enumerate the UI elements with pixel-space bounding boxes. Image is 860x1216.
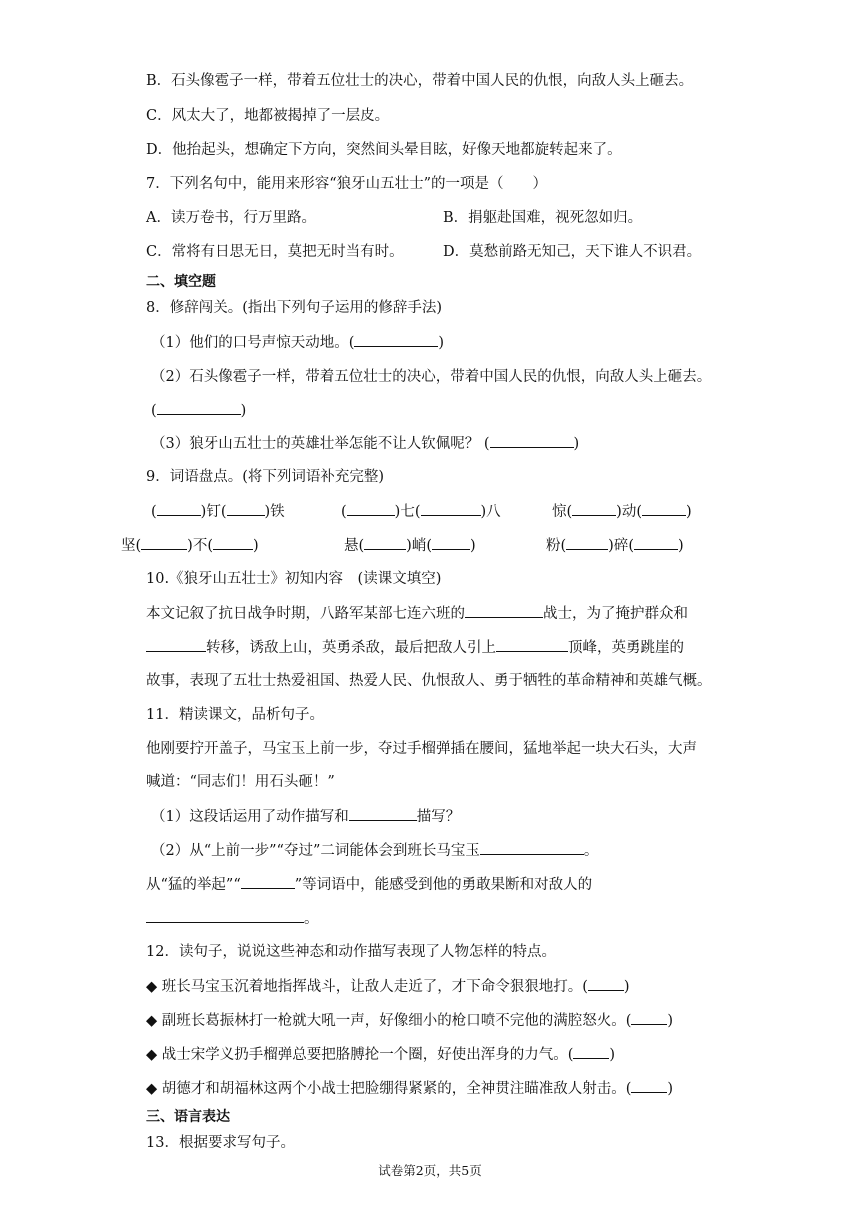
answer-blank[interactable] [157,501,201,516]
answer-blank[interactable] [146,908,304,923]
answer-blank[interactable] [631,1078,667,1093]
q12-item-2: ◆ 副班长葛振林打一枪就大吼一声，好像细小的枪口喷不完他的满腔怒火。( ) [146,1010,673,1031]
answer-blank[interactable] [573,1044,609,1059]
q7-option-a: A．读万卷书，行万里路。 [146,210,316,226]
q8-item-2: （2）石头像雹子一样，带着五位壮士的决心，带着中国人民的仇恨，向敌人头上砸去。 [151,369,712,385]
answer-blank[interactable] [241,874,295,889]
q12-item-3: ◆ 战士宋学义扔手榴弹总要把胳膊抡一个圈，好使出浑身的力气。( ) [146,1044,615,1065]
word-3: 惊( )动( ) [552,501,692,522]
option-d-line: D．他抬起头，想确定下方向，突然间头晕目眩，好像天地都旋转起来了。 [146,142,622,158]
answer-blank[interactable] [642,501,686,516]
answer-blank[interactable] [421,501,481,516]
word-6: 粉( )碎( ) [546,535,684,556]
answer-blank[interactable] [349,806,417,821]
q11-passage-line-1: 他刚要拧开盖子，马宝玉上前一步，夺过手榴弹插在腰间，猛地举起一块大石头，大声 [146,741,697,757]
word-1: ( )钉( )铁 [151,501,285,522]
q12-item-1: ◆ 班长马宝玉沉着地指挥战斗，让敌人走近了，才下命令狠狠地打。( ) [146,976,630,997]
q10-passage-line-1: 本文记叙了抗日战争时期，八路军某部七连六班的 战士，为了掩护群众和 [146,603,688,624]
section-heading-language-expression: 三、语言表达 [146,1109,230,1125]
q7-option-b: B．捐躯赴国难，视死忽如归。 [443,210,643,226]
word-2: ( )七( )八 [341,501,501,522]
answer-blank[interactable] [227,501,265,516]
q7-option-c: C．常将有日思无日，莫把无时当有时。 [146,244,404,260]
section-heading-fill-blanks: 二、填空题 [146,274,216,290]
answer-blank[interactable] [146,637,206,652]
q10-passage-line-3: 故事，表现了五壮士热爱祖国、热爱人民、仇恨敌人、勇于牺牲的革命精神和英雄气概。 [146,673,712,689]
q11-item-1: （1）这段话运用了动作描写和 描写？ [151,806,460,827]
answer-blank[interactable] [364,535,406,550]
question-9-stem: 9．词语盘点。(将下列词语补充完整) [146,469,385,485]
question-13-stem: 13．根据要求写句子。 [146,1135,295,1151]
option-c-line: C．风太大了，地都被揭掉了一层皮。 [146,108,390,124]
answer-blank[interactable] [213,535,253,550]
question-12-stem: 12．读句子，说说这些神态和动作描写表现了人物怎样的特点。 [146,944,556,960]
answer-blank[interactable] [566,535,608,550]
q11-item-2: （2）从“上前一步”“夺过”二词能体会到班长马宝玉 。 [151,840,598,861]
answer-blank[interactable] [588,976,624,991]
answer-blank[interactable] [572,501,616,516]
answer-blank[interactable] [496,637,568,652]
q7-option-d: D．莫愁前路无知己，天下谁人不识君。 [443,244,702,260]
q11-passage-line-2: 喊道：“同志们！用石头砸！” [146,774,335,790]
answer-blank[interactable] [157,400,241,415]
question-10-stem: 10.《狼牙山五壮士》初知内容 (读课文填空) [146,571,442,587]
option-b-line: B．石头像雹子一样，带着五位壮士的决心，带着中国人民的仇恨，向敌人头上砸去。 [146,73,694,89]
answer-blank[interactable] [347,501,395,516]
answer-blank[interactable] [354,332,438,347]
q7-options-row-1 [146,208,643,228]
page-footer: 试卷第2页，共5页 [378,1163,482,1178]
answer-blank[interactable] [631,1010,667,1025]
q8-item-1: （1）他们的口号声惊天动地。( ) [151,332,444,353]
answer-blank[interactable] [465,603,543,618]
q10-passage-line-2: 转移，诱敌上山，英勇杀敌，最后把敌人引上 顶峰，英勇跳崖的 [146,637,684,658]
q12-item-4: ◆ 胡德才和胡福林这两个小战士把脸绷得紧紧的，全神贯注瞄准敌人射击。( ) [146,1078,673,1099]
q8-item-2-answer: ( ) [151,400,246,421]
q11-item-2-line-3: 。 [146,908,319,929]
answer-blank[interactable] [432,535,470,550]
question-11-stem: 11．精读课文，品析句子。 [146,707,324,723]
answer-blank[interactable] [490,433,574,448]
q11-item-2-line-2: 从“猛的举起”“ ”等词语中，能感受到他的勇敢果断和对敌人的 [146,874,592,895]
word-5: 悬( )峭( ) [344,535,476,556]
answer-blank[interactable] [480,840,584,855]
answer-blank[interactable] [141,535,187,550]
word-4: 坚( )不( ) [121,535,259,556]
answer-blank[interactable] [634,535,678,550]
q7-options-row-2 [146,242,702,262]
q8-item-3: （3）狼牙山五壮士的英雄壮举怎能不让人钦佩呢？ ( ) [151,433,579,454]
question-7-stem: 7．下列名句中，能用来形容“狼牙山五壮士”的一项是（ ） [146,176,548,192]
question-8-stem: 8．修辞闯关。(指出下列句子运用的修辞手法) [146,300,443,316]
